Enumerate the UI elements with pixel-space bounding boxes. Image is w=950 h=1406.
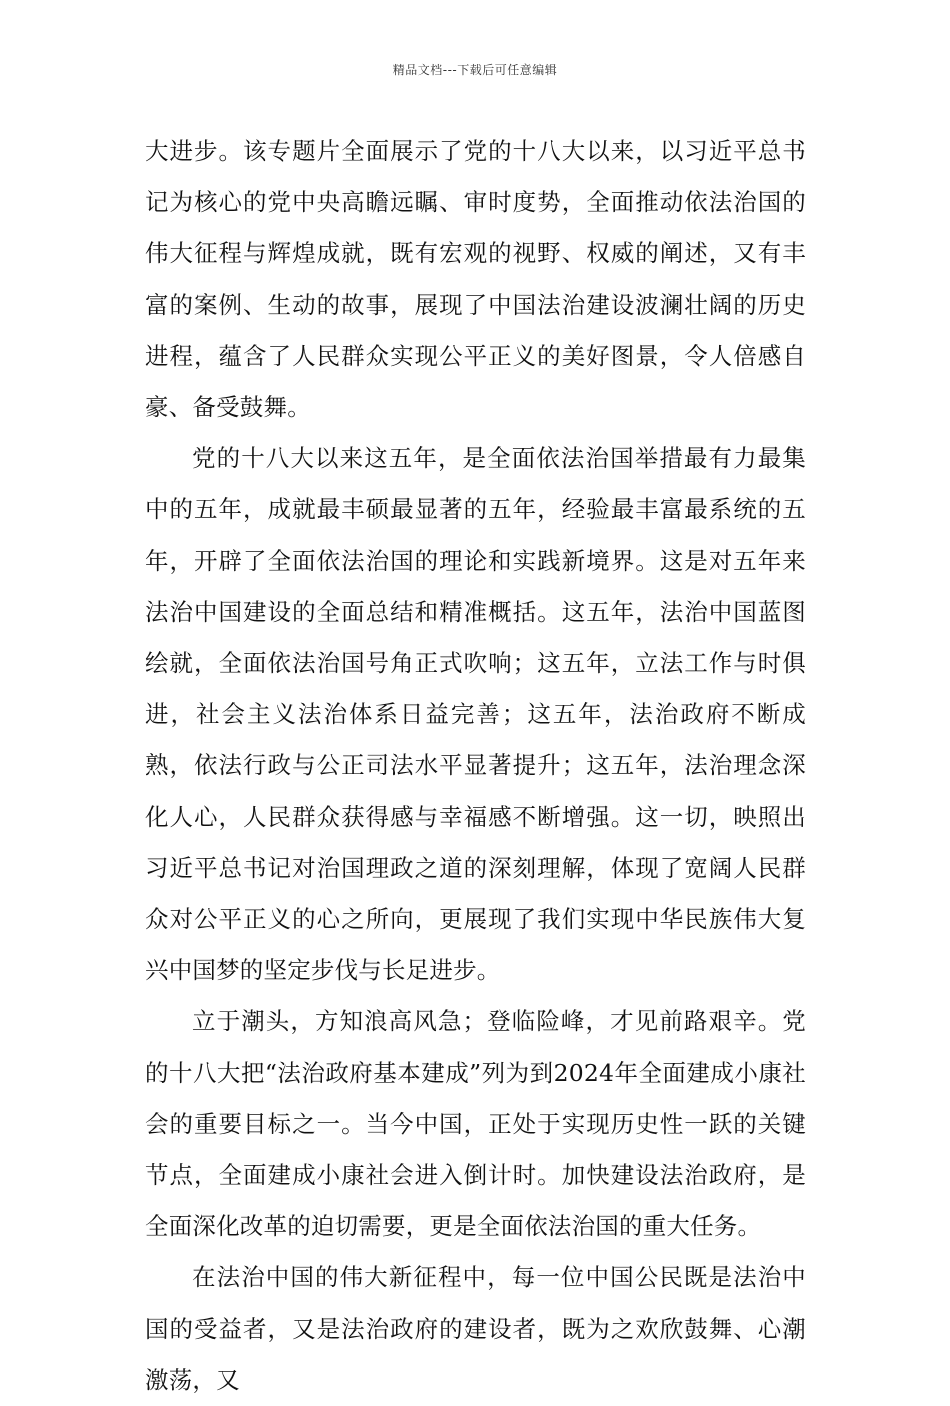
- paragraph-1: 大进步。该专题片全面展示了党的十八大以来，以习近平总书记为核心的党中央高瞻远瞩、审时度势，全面推动依法治国的伟大征程与辉煌成就，既有宏观的视野、权威的阐述，又有丰富的案例、生动的故事，展现了中国法治建设波澜壮阔的历史进程，蕴含了人民群众实现公平正义的美好图景，令人倍感自豪、备受鼓舞。: [145, 137, 806, 422]
- paragraph-2: 党的十八大以来这五年，是全面依法治国举措最有力最集中的五年，成就最丰硕最显著的五年，经验最丰富最系统的五年，开辟了全面依法治国的理论和实践新境界。这是对五年来法治中国建设的全面总结和精准概括。这五年，法治中国蓝图绘就，全面依法治国号角正式吹响；这五年，立法工作与时俱进，社会主义法治体系日益完善；这五年，法治政府不断成熟，依法行政与公正司法水平显著提升；这五年，法治理念深化人心，人民群众获得感与幸福感不断增强。这一切，映照出习近平总书记对治国理政之道的深刻理解，体现了宽阔人民群众对公平正义的心之所向，更展现了我们实现中华民族伟大复兴中国梦的坚定步伐与长足进步。: [145, 444, 806, 985]
- document-body: [145, 126, 806, 1406]
- paragraph-3: 立于潮头，方知浪高风急；登临险峰，才见前路艰辛。党的十八大把“法治政府基本建成”列为到2024年全面建成小康社会的重要目标之一。当今中国，正处于实现历史性一跃的关键节点，全面建成小康社会进入倒计时。加快建设法治政府，是全面深化改革的迫切需要，更是全面依法治国的重大任务。: [145, 1007, 806, 1241]
- page-header: 精品文档---下载后可任意编辑: [392, 63, 558, 77]
- paragraph-4: 在法治中国的伟大新征程中，每一位中国公民既是法治中国的受益者，又是法治政府的建设者，既为之欢欣鼓舞、心潮激荡，又: [145, 1263, 806, 1394]
